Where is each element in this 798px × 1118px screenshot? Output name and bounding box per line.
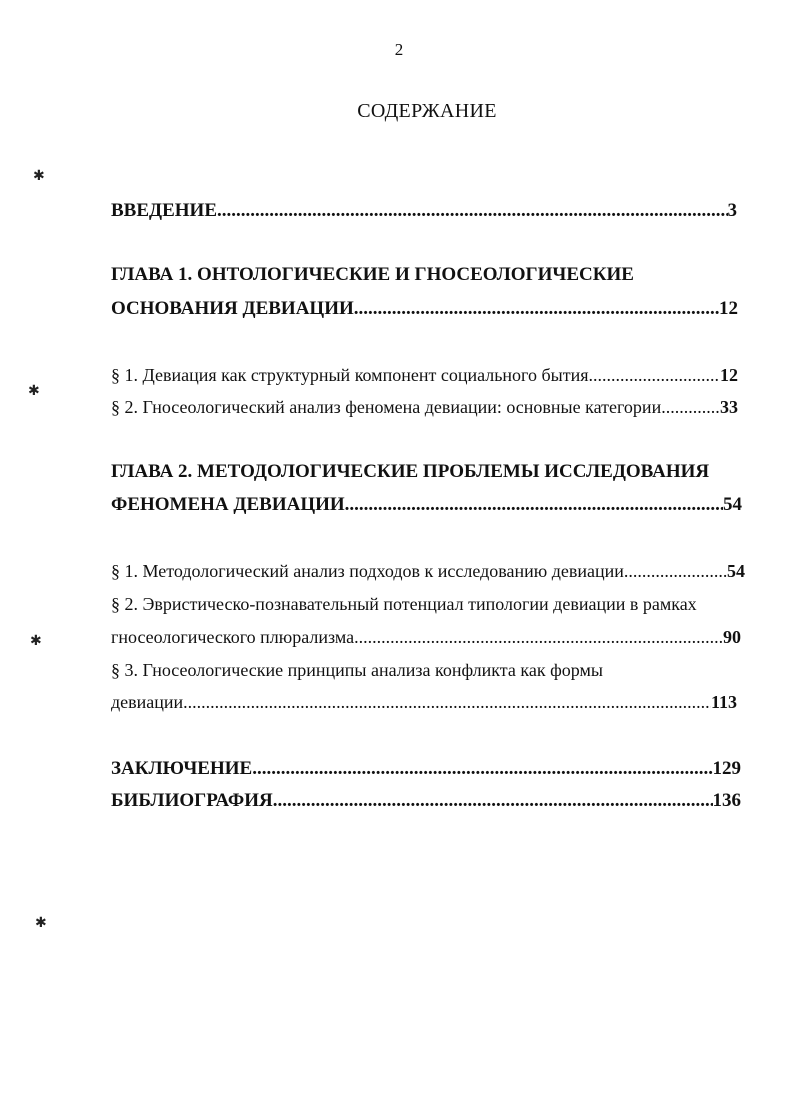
toc-entry-label: § 1. Методологический анализ подходов к исследованию девиации — [111, 561, 624, 581]
toc-leader-dots — [661, 397, 720, 418]
toc-leader-dots — [354, 298, 719, 320]
page-number: 2 — [394, 40, 404, 59]
margin-mark-icon: ✱ — [30, 633, 42, 649]
chapter-2-heading-line1[interactable]: ГЛАВА 2. МЕТОДОЛОГИЧЕСКИЕ ПРОБЛЕМЫ ИССЛЕДОВАНИЯ — [111, 461, 710, 482]
toc-entry-label: ВВЕДЕНИЕ — [111, 200, 217, 221]
toc-entry-ch2-sec2-line1[interactable]: § 2. Эвристическо-познавательный потенциал типологии девиации в рамках — [111, 594, 697, 614]
toc-entry-label: § 1. Девиация как структурный компонент социального бытия — [111, 365, 589, 385]
toc-entry-label: гносеологического плюрализма — [111, 627, 355, 647]
toc-leader-dots — [217, 200, 728, 222]
toc-entry-chapter-2[interactable] — [111, 494, 742, 516]
toc-leader-dots — [183, 692, 711, 713]
toc-entry-ch1-sec2[interactable] — [111, 397, 738, 418]
toc-entry-label: § 2. Гносеологический анализ феномена девиации: основные категории — [111, 397, 662, 417]
margin-mark-icon: ✱ — [28, 383, 40, 399]
margin-mark-icon: ✱ — [33, 168, 45, 184]
toc-entry-page: 129 — [712, 758, 741, 779]
toc-leader-dots — [345, 494, 723, 516]
toc-leader-dots — [252, 758, 712, 780]
toc-entry-page: 136 — [712, 790, 741, 811]
toc-entry-ch2-sec3-line1[interactable]: § 3. Гносеологические принципы анализа конфликта как формы — [111, 660, 603, 680]
toc-leader-dots — [273, 790, 713, 812]
toc-entry-page: 54 — [727, 561, 745, 581]
toc-entry-page: 3 — [727, 200, 737, 221]
toc-entry-ch2-sec1[interactable] — [111, 561, 745, 582]
toc-entry-label: БИБЛИОГРАФИЯ — [111, 790, 273, 811]
toc-entry-page: 113 — [710, 692, 737, 712]
toc-entry-ch2-sec2[interactable] — [111, 627, 741, 648]
chapter-1-heading-line1[interactable]: ГЛАВА 1. ОНТОЛОГИЧЕСКИЕ И ГНОСЕОЛОГИЧЕСКИЕ — [111, 264, 634, 285]
toc-entry-label: ФЕНОМЕНА ДЕВИАЦИИ — [111, 494, 345, 515]
toc-entry-label: ОСНОВАНИЯ ДЕВИАЦИИ — [111, 298, 354, 319]
toc-entry-intro[interactable] — [111, 200, 737, 222]
toc-entry-page: 12 — [719, 298, 738, 319]
toc-entry-ch2-sec3[interactable] — [111, 692, 737, 713]
toc-entry-label: девиации — [111, 692, 184, 712]
toc-entry-ch1-sec1[interactable] — [111, 365, 738, 386]
toc-entry-page: 90 — [723, 627, 741, 647]
toc-leader-dots — [354, 627, 723, 648]
toc-entry-page: 12 — [720, 365, 738, 385]
page-title: СОДЕРЖАНИЕ — [357, 100, 497, 122]
toc-entry-page: 33 — [720, 397, 738, 417]
margin-mark-icon: ✱ — [35, 915, 47, 931]
toc-entry-bibliography[interactable] — [111, 790, 741, 812]
toc-entry-chapter-1[interactable] — [111, 298, 738, 320]
toc-leader-dots — [589, 365, 720, 386]
toc-entry-label: ЗАКЛЮЧЕНИЕ — [111, 758, 253, 779]
toc-entry-conclusion[interactable] — [111, 758, 741, 780]
toc-entry-page: 54 — [723, 494, 742, 515]
toc-leader-dots — [624, 561, 727, 582]
